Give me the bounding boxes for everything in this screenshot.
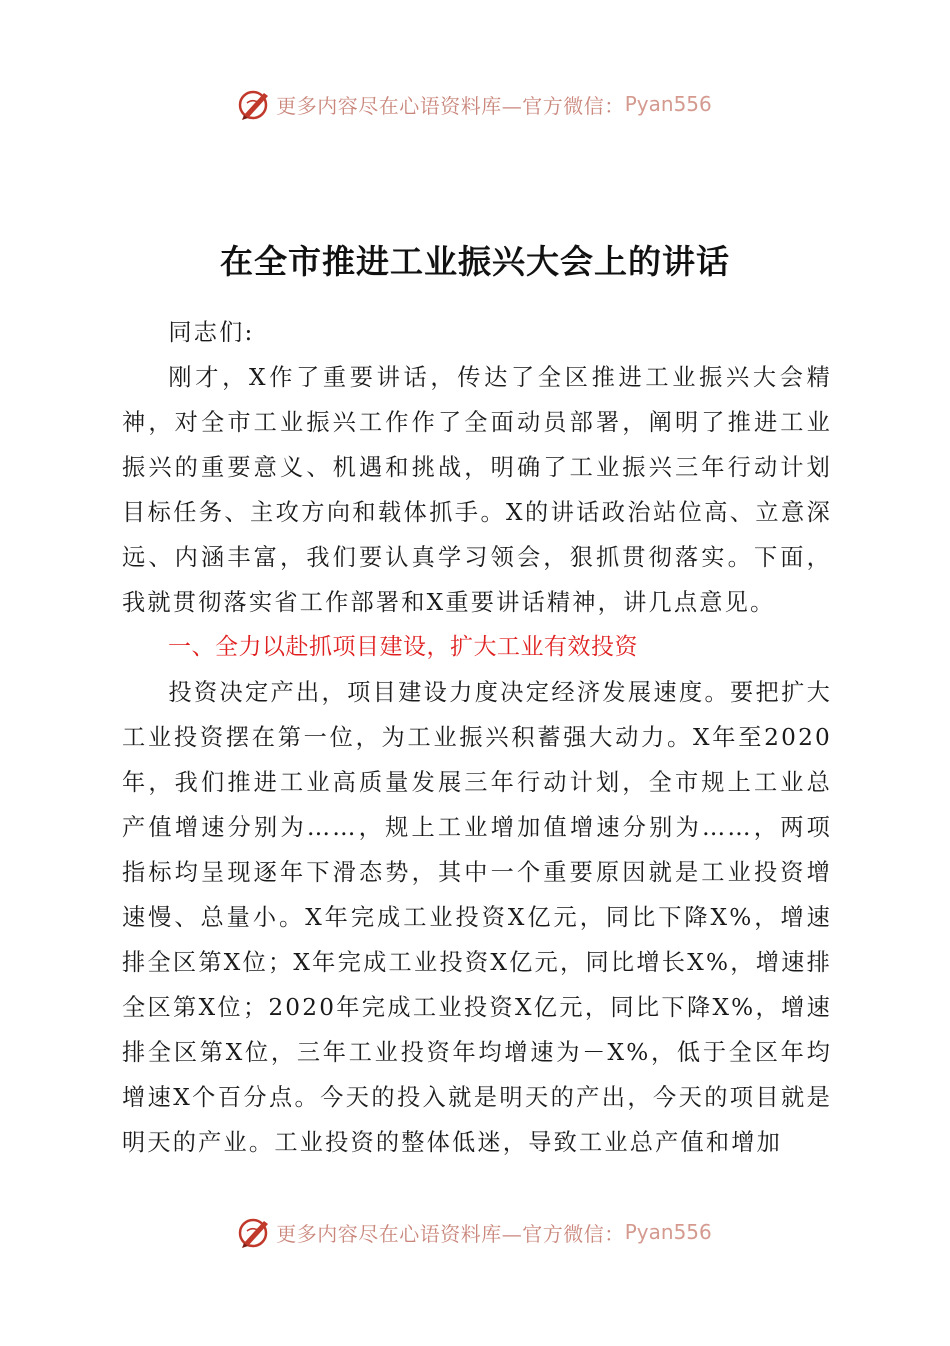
document-title: 在全市推进工业振兴大会上的讲话: [220, 242, 730, 281]
section-1-paragraph: 投资决定产出，项目建设力度决定经济发展速度。要把扩大工业投资摆在第一位，为工业振兴积蓄强大动力。X年至2020年，我们推进工业高质量发展三年行动计划，全市规上工业总产值增速分别为……，规上工业增加值增速分别为……，两项指标均呈现逐年下滑态势，其中一个重要原因就是工业投资增速慢、总量小。X年完成工业投资X亿元，同比下降X%，增速排全区第X位；X年完成工业投资X亿元，同比增长X%，增速排全区第X位；2020年完成工业投资X亿元，同比下降X%，增速排全区第X位，三年工业投资年均增速为－X%，低于全区年均增速X个百分点。今天的投入就是明天的产出，今天的项目就是明天的产业。工业投资的整体低迷，导致工业总产值和增加: [122, 679, 832, 1156]
watermark-id: Pyan556: [624, 92, 712, 116]
watermark-id: Pyan556: [624, 1220, 712, 1244]
pen-logo-icon: [238, 87, 272, 121]
watermark-text: 更多内容尽在心语资料库—官方微信：: [276, 1221, 625, 1246]
pen-logo-icon: [238, 1215, 272, 1249]
section-heading-1: 一、全力以赴抓项目建设，扩大工业有效投资: [168, 634, 638, 660]
watermark-banner-top: [0, 84, 950, 124]
document-body: [122, 310, 832, 1165]
watermark-text: 更多内容尽在心语资料库—官方微信：: [276, 93, 625, 118]
intro-paragraph: 刚才，X作了重要讲话，传达了全区推进工业振兴大会精神，对全市工业振兴工作作了全面动员部署，阐明了推进工业振兴的重要意义、机遇和挑战，明确了工业振兴三年行动计划目标任务、主攻方向和载体抓手。X的讲话政治站位高、立意深远、内涵丰富，我们要认真学习领会，狠抓贯彻落实。下面，我就贯彻落实省工作部署和X重要讲话精神，讲几点意见。: [122, 364, 832, 616]
greeting: 同志们:: [168, 319, 255, 346]
watermark-banner-bottom: [0, 1212, 950, 1252]
